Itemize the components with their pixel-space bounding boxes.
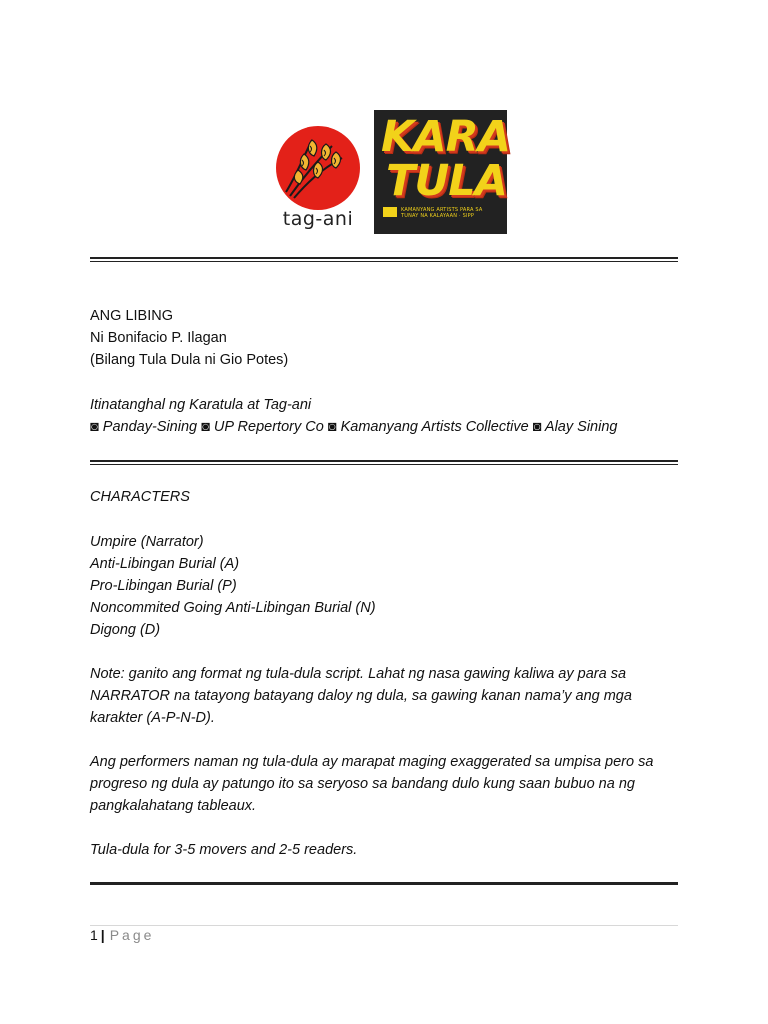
footer-divider bbox=[90, 925, 678, 926]
presented-by: Itinatanghal ng Karatula at Tag-ani bbox=[90, 397, 312, 413]
character-item: Umpire (Narrator) bbox=[90, 534, 204, 550]
header-divider bbox=[90, 257, 678, 262]
play-author: Ni Bonifacio P. Ilagan bbox=[90, 330, 227, 346]
character-item: Digong (D) bbox=[90, 622, 161, 638]
credits-divider bbox=[90, 460, 678, 465]
collaborating-groups: ◙ Panday-Sining ◙ UP Repertory Co ◙ Kamanyang Artists Collective ◙ Alay Sining bbox=[90, 419, 618, 435]
page-separator: | bbox=[100, 927, 105, 943]
karatula-logo-badge bbox=[383, 207, 397, 217]
page-number: 1 bbox=[90, 927, 98, 943]
format-note: Note: ganito ang format ng tula-dula script. Lahat ng nasa gawing kaliwa ay para sa NARRATOR na tatayong batayang daloy ng dula, sa gawing kanan nama’y ang mga karakter (A-P-N-D). bbox=[90, 666, 632, 726]
character-item: Anti-Libingan Burial (A) bbox=[90, 556, 240, 572]
page-label: Page bbox=[109, 927, 155, 943]
character-item: Pro-Libingan Burial (P) bbox=[90, 578, 237, 594]
play-title: ANG LIBING bbox=[90, 308, 173, 324]
karatula-logo-line2: TULA bbox=[386, 156, 507, 206]
page-footer bbox=[90, 927, 154, 943]
play-adaptation: (Bilang Tula Dula ni Gio Potes) bbox=[90, 352, 289, 368]
karatula-logo-tagline: KAMANYANG ARTISTS PARA SA TUNAY NA KALAYAAN · SIPP bbox=[401, 207, 483, 219]
characters-heading: CHARACTERS bbox=[90, 489, 190, 505]
tagani-logo-wordmark: tag-ani bbox=[282, 208, 354, 230]
performers-note: Ang performers naman ng tula-dula ay marapat maging exaggerated sa umpisa pero sa progreso ng dula ay patungo ito sa seryoso sa bandang dulo kung saan bubuo na ng pangkalahatang tableaux. bbox=[90, 754, 654, 814]
cast-note: Tula-dula for 3-5 movers and 2-5 readers. bbox=[90, 842, 358, 858]
karatula-logo-line1: KARA bbox=[381, 112, 510, 162]
karatula-logo bbox=[374, 110, 510, 234]
content-end-divider bbox=[90, 882, 678, 885]
character-item: Noncommited Going Anti-Libingan Burial (N) bbox=[90, 600, 376, 616]
